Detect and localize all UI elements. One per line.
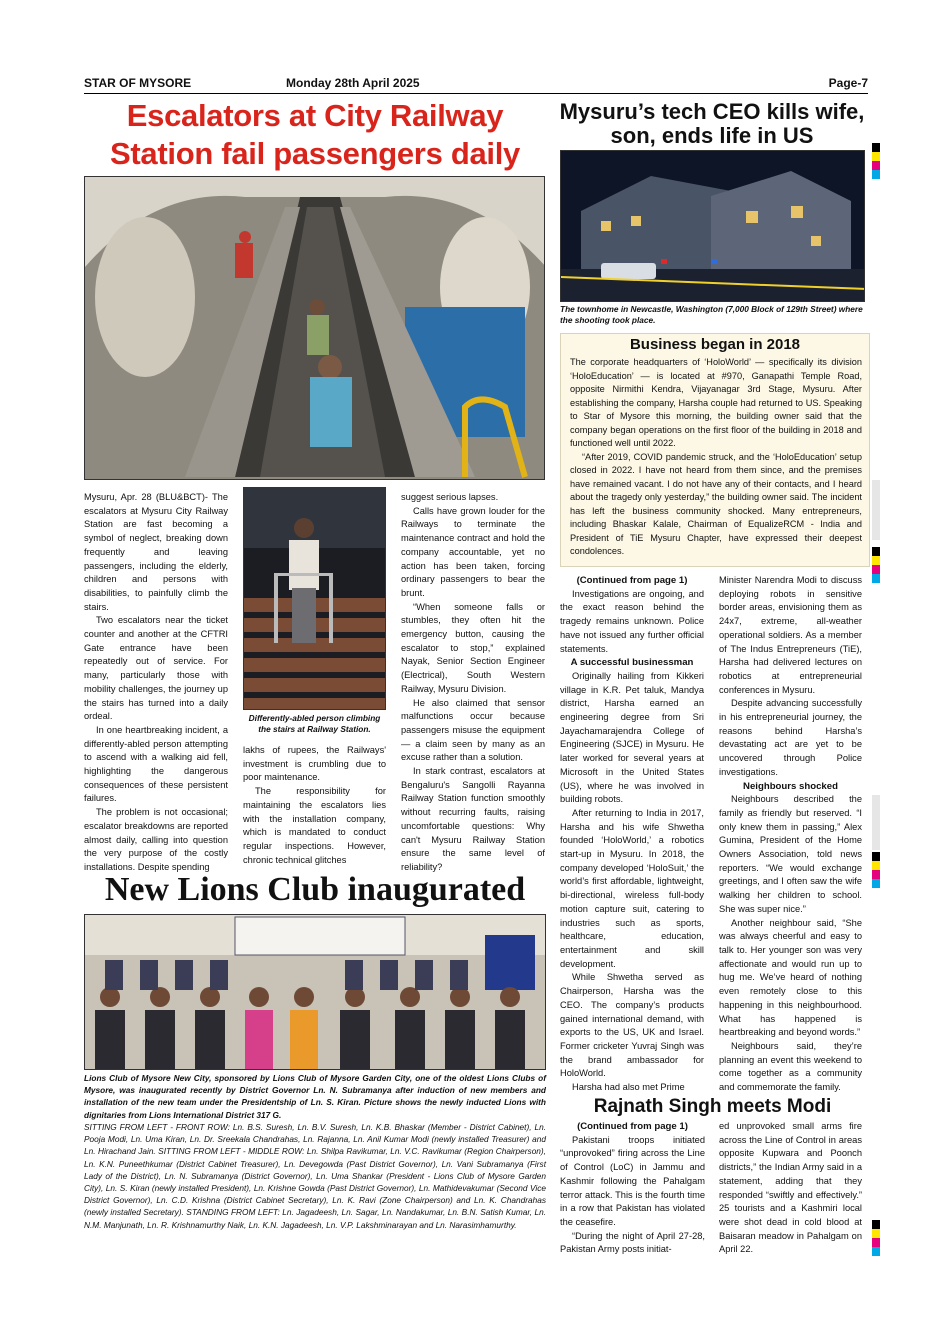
color-bar-2 bbox=[872, 547, 880, 583]
lions-photo bbox=[84, 914, 546, 1070]
lions-photo-art bbox=[85, 915, 546, 1070]
lions-caption-main: Lions Club of Mysore New City, sponsored by Lions Club of Mysore Garden City, one of the oldest Lions Clubs of Mysore, was inaugurated recently by District Governor Ln. N. Subramanya after induction of new members and installation of the new team under the Presidentship of Ln. S. Kiran. Picture shows the newly inducted Lions with dignitaries from Lions International District 317 G. bbox=[84, 1073, 546, 1120]
ceo-left-p3: After returning to India in 2017, Harsha and his wife Shwetha founded ‘HoloWorld,’ a robotics start-up in Mysuru. In 2018, the company developed ‘HoloSuit,’ the world’s first affordable, lightweight, bi-directional, wireless full-body motion capture suit, catering to industries such as sports, healthcare, education, entertainment and skill development. bbox=[560, 807, 704, 969]
ceo-col-right bbox=[719, 574, 862, 1095]
ceo-headline: Mysuru’s tech CEO kills wife, son, ends life in US bbox=[559, 99, 865, 148]
escalator-col3 bbox=[401, 491, 545, 875]
grey-mark-1 bbox=[872, 480, 880, 540]
business-box-title: Business began in 2018 bbox=[629, 336, 801, 353]
business-box-p2: “After 2019, COVID pandemic struck, and the ‘HoloEducation’ setup closed in 2022. I have not heard from them since, and the premises have remained vacant. I do not have any of their contacts, and I heard about the tragedy only yesterday,” the building owner said. The incident has left the business community shocked. Many entrepreneurs, including Bhaskar Kalale, Chairman of EqualizeRCM - India and President of TiE Mysuru Chapter, have expressed their deepest condolences. bbox=[570, 451, 862, 556]
escalator-photo bbox=[84, 176, 545, 480]
escalator-p2: Two escalators near the ticket counter and another at the CFTRI Gate entrance have been repeatedly out of service. For many, particularly those with mobility challenges, the journey up the stairs has turned into a daily ordeal. bbox=[84, 615, 228, 722]
escalator-photo-art bbox=[85, 177, 545, 480]
escalator-col2-p1: lakhs of rupees, the Railways' investment is crumbling due to poor maintenance. bbox=[243, 745, 386, 783]
ceo-left-p1: Investigations are ongoing, and the exact reason behind the tragedy remains unknown. Police have not issued any further official statements. bbox=[560, 588, 704, 654]
paper-name: STAR OF MYSORE bbox=[84, 76, 192, 90]
escalator-p1: Mysuru, Apr. 28 (BLU&BCT)- The escalators at Mysuru City Railway Station are fast becoming a symbol of neglect, breaking down frequently and leaving passengers, including the elderly, children and persons with disabilities, to painfully climb the stairs. bbox=[84, 492, 228, 612]
masthead bbox=[84, 76, 868, 93]
escalator-col3-p3: “When someone falls or stumbles, they often hit the emergency button, causing the escalator to stop,” explained Nayak, Senior Section Engineer (Electrical), South Western Railway, Mysuru Division. bbox=[401, 601, 545, 694]
townhome-photo bbox=[560, 150, 865, 302]
ceo-subhead-businessman: A successful businessman bbox=[570, 657, 694, 669]
color-bar-3 bbox=[872, 852, 880, 888]
townhome-photo-art bbox=[561, 151, 865, 302]
rajnath-left-p2: “During the night of April 27-28, Pakistan Army posts initiat- bbox=[560, 1230, 705, 1255]
page-number: Page-7 bbox=[828, 76, 868, 90]
rajnath-left-p1: Pakistani troops initiated “unprovoked” firing across the Line of Control (LoC) in Jammu and Kashmir following the Pahalgam terror attack. This is the fourth time in a row that Pakistan has violated the ceasefire. bbox=[560, 1134, 705, 1227]
ceo-right-p2: Despite advancing successfully in his entrepreneurial journey, the reasons behind Harsha’s devastating act are yet to be uncovered through Police investigations. bbox=[719, 698, 862, 777]
ceo-subhead-neighbours: Neighbours shocked bbox=[743, 780, 838, 792]
color-bar-1 bbox=[872, 143, 880, 179]
ceo-right-p5: Neighbours said, they’re planning an event this weekend to come together as a community and commemorate the family. bbox=[719, 1040, 862, 1093]
ceo-left-p2: Originally hailing from Kikkeri village in K.R. Pet taluk, Mandya district, Harsha earned an engineering degree from Sri Jayachamarajendra College of Engineering (SJCE) in Mysuru. He later worked for several years at Microsoft in the United States (US), where he was involved in building robots. bbox=[560, 670, 704, 805]
rajnath-col-right bbox=[719, 1120, 862, 1257]
rajnath-right-p1: ed unprovoked small arms fire across the Line of Control in areas opposite Kupwara and Poonch districts,” the Indian Army said in a statement, adding that they responded “swiftly and effectively.” 25 tourists and a Kashmiri local were shot dead in cold blood at Baisaran meadow in Pahalgam on April 22. bbox=[719, 1121, 862, 1255]
escalator-col3-p1: suggest serious lapses. bbox=[401, 492, 499, 502]
ceo-continued: (Continued from page 1) bbox=[576, 575, 688, 586]
escalator-col3-p5: In stark contrast, escalators at Bengaluru's Sangolli Rayanna Railway Station function smoothly without recurring faults, raising uncomfortable questions: Why can't Mysuru Railway Station ensure the same level of reliability? bbox=[401, 766, 545, 872]
escalator-p4: The problem is not occasional; escalator breakdowns are reported almost daily, calling into question the very purpose of the costly installations. Despite spending bbox=[84, 807, 228, 872]
ceo-left-p5: Harsha had also met Prime bbox=[572, 1082, 685, 1093]
masthead-rule bbox=[84, 93, 868, 94]
rajnath-col-left bbox=[560, 1120, 705, 1257]
ceo-left-p4: While Shwetha served as Chairperson, Harsha was the CEO. The company’s products gained international demand, with exports to the US, UK and Israel. Former cricketer Yuvraj Singh was the brand ambassador for HoloWorld. bbox=[560, 972, 704, 1079]
stairs-caption: Differently-abled person climbing the stairs at Railway Station. bbox=[248, 713, 381, 734]
lions-caption-names: SITTING FROM LEFT - FRONT ROW: Ln. B.S. Suresh, Ln. B.V. Suresh, Ln. K.B. Bhaskar (Member - District Cabinet), Ln. Pooja Modi, Ln. Uma Kiran, Ln. Dr. Sreekala Chandrahas, Ln. Rajanna, Ln. Anil Kumar Modi (newly installed Treasurer) and Ln. Hirachand Jain. SITTING FROM LEFT - MIDDLE ROW: Ln. Shilpa Ravikumar, Ln. V.C. Ravikumar (Region Chairperson), Ln. K.N. Puneethkumar (District Cabinet Treasurer), Ln. Devegowda (Past District Governor), Ln. Vani Subramanya (First Lady of the District), Ln. N. Subramanya (District Governor), Ln. Uma Shankar (President - Lions Club of Mysore Garden City), Ln. S. Kiran (newly installed President), Ln. Krishne Gowda (Past District Governor), Ln. Mathidevakumar (Second Vice District Governor), Ln. C.D. Krishna (District Cabinet Secretary), Ln. K. Ravi (Zone Chairperson) and Ln. K. Chandrahas (newly installed Secretary). STANDING FROM LEFT: Ln. Jagadeesh, Ln. Sagar, Ln. Nandakumar, Ln. B.N. Satish Kumar, Ln. N.M. Manjunath, Ln. R. Krishnamurthy Naik, Ln. K.N. Jagadeesh, Ln. V.P. Lakshminarayan and Ln. Narasimhamurthy. bbox=[84, 1122, 546, 1230]
escalator-headline: Escalators at City Railway Station fail passengers daily bbox=[110, 98, 520, 171]
business-box-p1: The corporate headquarters of ‘HoloWorld’ — specifically its division ‘HoloEducation’ — is located at #970, Ganapathi Temple Road, opposite Nirmithi Kendra, Vijayanagar 3rd Stage, Mysuru. After establishing the company, Harsha couple had returned to US. Speaking to Star of Mysore this morning, the building owner said that the company began operations on the first floor of the building in 2018 and functioned well until 2022. bbox=[570, 357, 862, 448]
stairs-photo bbox=[243, 487, 386, 710]
lions-headline: New Lions Club inaugurated bbox=[104, 871, 526, 908]
issue-date: Monday 28th April 2025 bbox=[286, 76, 420, 90]
escalator-p3: In one heartbreaking incident, a differently-abled person attempting to ascend with a walking aid fell, highlighting the dangerous consequences of these persistent failures. bbox=[84, 724, 228, 804]
ceo-col-left bbox=[560, 574, 704, 1095]
townhome-caption: The townhome in Newcastle, Washington (7,000 Block of 129th Street) where the shooting took place. bbox=[560, 304, 863, 325]
escalator-col1 bbox=[84, 491, 228, 875]
ceo-right-p4: Another neighbour said, “She was always cheerful and easy to talk to. Her younger son was very affectionate and would run up to hug me. We’ve heard of nothing even remotely close to this happening in this neighbourhood. What has happened is heartbreaking and beyond words.” bbox=[719, 917, 862, 1038]
rajnath-continued: (Continued from page 1) bbox=[577, 1121, 688, 1132]
ceo-right-p3: Neighbours described the family as friendly but reserved. “I only knew them in passing,” Alex Gumina, President of the Home Owners Association, told news reporters. “We would exchange greetings, and I often saw the wife walking her children to school. She was super nice.” bbox=[719, 794, 862, 914]
ceo-right-p1: Minister Narendra Modi to discuss deploying robots in sensitive border areas, envisioning them as 24x7, extreme, all-weather operational soldiers. As a member of The Indus Entrepreneurs (TiE), Harsha had delivered lectures on robotics at entrepreneurial conferences in Mysuru. bbox=[719, 575, 862, 695]
escalator-col2-p2: The responsibility for maintaining the escalators lies with the installation company, which is mandated to conduct regular inspections. However, chronic technical glitches bbox=[243, 786, 386, 865]
rajnath-headline: Rajnath Singh meets Modi bbox=[593, 1096, 832, 1117]
grey-mark-2 bbox=[872, 795, 880, 850]
escalator-col3-p2: Calls have grown louder for the Railways to terminate the maintenance contract and hold the company accountable, yet no action has been taken, forcing ordinary passengers to bear the brunt. bbox=[401, 505, 545, 598]
business-box-body bbox=[570, 356, 862, 559]
escalator-col3-p4: He also claimed that sensor malfunctions occur because passengers misuse the equipment — a claim seen by many as an excuse rather than a solution. bbox=[401, 697, 545, 763]
stairs-photo-art bbox=[244, 488, 386, 710]
escalator-col2 bbox=[243, 744, 386, 867]
color-bar-4 bbox=[872, 1220, 880, 1256]
